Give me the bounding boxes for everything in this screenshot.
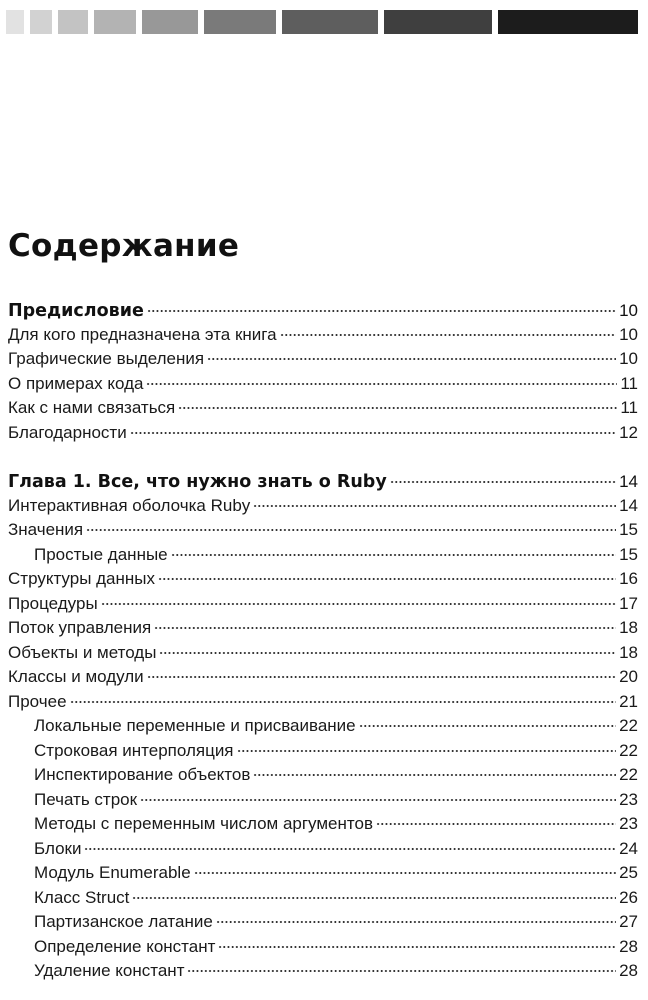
dot-leader [159, 641, 616, 658]
toc-entry-title: Интерактивная оболочка Ruby [8, 495, 251, 515]
toc-entry-title: Строковая интерполяция [34, 740, 234, 760]
toc-entry-title: Определение констант [34, 936, 216, 956]
toc-entry[interactable] [8, 592, 638, 617]
toc-entry-title: Предисловие [8, 300, 144, 321]
dot-leader [147, 298, 616, 316]
dot-leader [253, 763, 616, 780]
toc-entry-title: Классы и модули [8, 667, 144, 686]
toc-entry[interactable] [8, 837, 638, 862]
dot-leader [101, 592, 616, 609]
toc-section-heading[interactable] [8, 298, 638, 323]
page-title: Содержание [8, 228, 240, 264]
toc-entry[interactable] [8, 641, 638, 666]
toc-entry-title: Процедуры [8, 593, 98, 613]
toc-entry-title: Структуры данных [8, 569, 156, 588]
toc-entry-title: Прочее [8, 691, 67, 711]
toc-page-number: 15 [619, 520, 638, 539]
dot-leader [158, 567, 616, 584]
dot-leader [253, 494, 616, 511]
dot-leader [86, 518, 616, 535]
dot-leader [187, 959, 616, 976]
toc-page-number: 10 [619, 324, 638, 344]
toc-entry[interactable] [8, 910, 638, 935]
toc-entry[interactable] [8, 788, 638, 813]
dot-leader [390, 469, 616, 487]
toc-entry[interactable] [8, 323, 638, 348]
dot-leader [171, 543, 616, 560]
dot-leader [147, 665, 616, 682]
header-bar-segment [94, 10, 136, 34]
toc-entry-title: Благодарности [8, 422, 127, 442]
dot-leader [132, 886, 616, 903]
toc-page-number: 23 [619, 814, 638, 833]
toc-entry[interactable] [8, 935, 638, 960]
toc-entry[interactable] [8, 714, 638, 739]
dot-leader [237, 739, 617, 756]
toc-entry-title: Инспектирование объектов [34, 765, 251, 784]
toc-entry-title: О примерах кода [8, 373, 144, 393]
dot-leader [146, 372, 617, 389]
header-bar-segment [282, 10, 378, 34]
dot-leader [376, 812, 616, 829]
toc-entry-title: Поток управления [8, 618, 152, 637]
toc-page-number: 22 [619, 740, 638, 760]
header-bar-segment [30, 10, 52, 34]
header-bar-segment [142, 10, 198, 34]
toc-entry-title: Модуль Enumerable [34, 863, 191, 882]
toc-page-number: 28 [619, 961, 638, 980]
toc-entry-title: Печать строк [34, 789, 138, 809]
toc-page-number: 11 [620, 373, 638, 393]
header-bar-segment [58, 10, 88, 34]
dot-leader [207, 347, 616, 364]
table-of-contents [8, 298, 638, 984]
header-bar-segment [204, 10, 276, 34]
dot-leader [178, 396, 617, 413]
toc-page-number: 18 [619, 618, 638, 637]
section-gap [8, 445, 638, 469]
toc-page-number: 22 [619, 716, 638, 735]
toc-entry-title: Как с нами связаться [8, 398, 176, 417]
toc-entry-title: Методы с переменным числом аргументов [34, 814, 373, 833]
toc-page-number: 27 [619, 912, 638, 931]
toc-entry-title: Удаление констант [34, 961, 185, 980]
dot-leader [218, 935, 616, 952]
dot-leader [70, 690, 617, 707]
toc-page-number: 28 [619, 936, 638, 956]
toc-page-number: 16 [619, 569, 638, 588]
toc-entry[interactable] [8, 421, 638, 446]
header-bar-segment [384, 10, 492, 34]
toc-entry[interactable] [8, 690, 638, 715]
toc-page-number: 12 [619, 422, 638, 442]
toc-page-number: 25 [619, 863, 638, 882]
toc-entry[interactable] [8, 347, 638, 372]
toc-page-number: 24 [619, 838, 638, 858]
toc-entry-title: Простые данные [34, 544, 168, 564]
toc-entry-title: Для кого предназначена эта книга [8, 324, 277, 344]
toc-page-number: 14 [619, 471, 638, 491]
toc-entry[interactable] [8, 861, 638, 886]
toc-entry[interactable] [8, 372, 638, 397]
toc-entry[interactable] [8, 543, 638, 568]
dot-leader [359, 714, 616, 731]
toc-page-number: 20 [619, 667, 638, 686]
toc-page-number: 23 [619, 789, 638, 809]
toc-entry[interactable] [8, 739, 638, 764]
toc-section-heading[interactable] [8, 469, 638, 494]
toc-entry-title: Блоки [34, 838, 82, 858]
toc-entry[interactable] [8, 812, 638, 837]
toc-page-number: 18 [619, 642, 638, 662]
toc-entry-title: Класс Struct [34, 887, 130, 907]
toc-entry[interactable] [8, 567, 638, 592]
dot-leader [280, 323, 616, 340]
toc-page-number: 11 [620, 398, 638, 417]
toc-page-number: 22 [619, 765, 638, 784]
gradient-header-bar [0, 10, 648, 34]
toc-entry[interactable] [8, 518, 638, 543]
toc-entry[interactable] [8, 959, 638, 984]
toc-entry-title: Значения [8, 520, 84, 539]
toc-entry-title: Локальные переменные и присваивание [34, 716, 356, 735]
dot-leader [216, 910, 616, 927]
dot-leader [140, 788, 616, 805]
toc-page-number: 17 [619, 593, 638, 613]
header-bar-segment [498, 10, 638, 34]
toc-entry[interactable] [8, 763, 638, 788]
toc-entry-title: Глава 1. Все, что нужно знать о Ruby [8, 471, 387, 492]
toc-entry[interactable] [8, 665, 638, 690]
toc-page-number: 21 [619, 691, 638, 711]
toc-page-number: 15 [619, 544, 638, 564]
toc-entry[interactable] [8, 396, 638, 421]
dot-leader [130, 421, 616, 438]
dot-leader [194, 861, 616, 878]
toc-page-number: 10 [619, 349, 638, 368]
dot-leader [154, 616, 616, 633]
toc-entry[interactable] [8, 886, 638, 911]
toc-page-number: 14 [619, 495, 638, 515]
toc-entry-title: Графические выделения [8, 349, 205, 368]
header-bar-segment [6, 10, 24, 34]
toc-entry-title: Объекты и методы [8, 642, 157, 662]
toc-entry[interactable] [8, 494, 638, 519]
toc-entry[interactable] [8, 616, 638, 641]
toc-page-number: 26 [619, 887, 638, 907]
toc-page-number: 10 [619, 300, 638, 320]
toc-entry-title: Партизанское латание [34, 912, 213, 931]
dot-leader [84, 837, 616, 854]
